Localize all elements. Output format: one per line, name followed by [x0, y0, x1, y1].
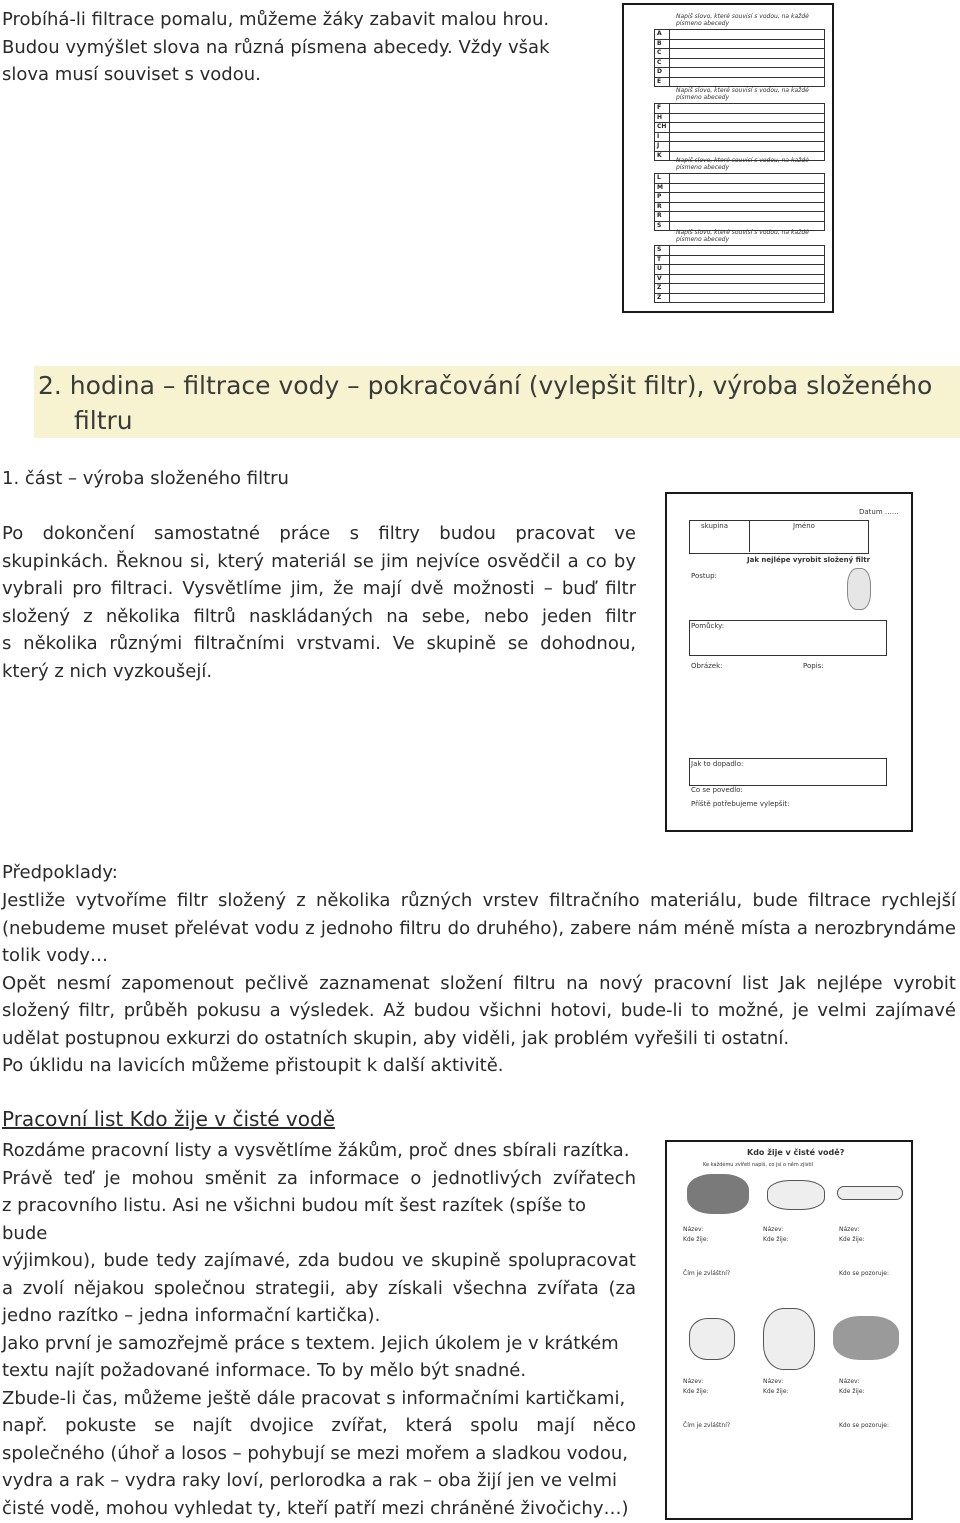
alphabet-letter: M	[655, 183, 670, 193]
alphabet-row	[655, 274, 825, 284]
alphabet-row	[655, 193, 825, 203]
card-name-label: Název:	[839, 1378, 860, 1385]
heading-line-1: 2. hodina – filtrace vody – pokračování (vylepšit filtr), výroba složeného	[38, 371, 933, 400]
popis-label: Popis:	[803, 662, 824, 670]
alphabet-answer-cell	[670, 39, 825, 49]
alphabet-row	[655, 132, 825, 142]
alphabet-section-title: Napiš slovo, které souvisí s vodou, na každé písmeno abecedy	[676, 13, 809, 27]
pomucky-label: Pomůcky:	[691, 622, 725, 630]
alphabet-letter: I	[655, 132, 670, 142]
pracovni-line: Rozdáme pracovní listy a vysvětlíme žákům, proč dnes sbírali razítka.	[2, 1140, 630, 1161]
predpoklady-line: (nebudeme muset přelévat vodu z jednoho filtru do druhého), zabere nám méně místa a nerozbryndáme	[2, 917, 956, 939]
predpoklady-line: složený filtr, průběh pokusu a výsledek. Až budou všichni hotovi, bude-li to možné, je velmi zajímavé	[2, 1000, 956, 1021]
character-illustration	[847, 568, 871, 610]
eel-illustration	[837, 1186, 903, 1200]
card-special-label: Čím je zvláštní?	[683, 1270, 731, 1277]
alphabet-section-title: Napiš slovo, které souvisí s vodou, na každé písmeno abecedy	[676, 157, 809, 171]
intro-line: slova musí souviset s vodou.	[2, 64, 261, 85]
alphabet-letter: C	[655, 49, 670, 59]
alphabet-letter: D	[655, 68, 670, 78]
pracovni-line: jedno razítko – jedna informační kartička).	[2, 1305, 381, 1326]
alphabet-row	[655, 284, 825, 294]
povedlo-label: Co se povedlo:	[691, 786, 743, 794]
pracovni-line: a zvolí nějakou společnou strategii, aby získali všechna zvířata (za	[2, 1277, 636, 1299]
alphabet-letter: R	[655, 202, 670, 212]
alphabet-letter: Z	[655, 284, 670, 294]
alphabet-answer-cell	[670, 132, 825, 142]
card-name-label: Název:	[683, 1378, 704, 1385]
alphabet-table	[654, 29, 825, 87]
alphabet-letter: H	[655, 113, 670, 123]
group-name-divider	[749, 520, 750, 552]
alphabet-row	[655, 123, 825, 133]
alphabet-answer-cell	[670, 104, 825, 114]
predpoklady-title: Předpoklady:	[2, 862, 118, 883]
heading-line-2: filtru	[74, 406, 133, 435]
card-habitat-label: Kde žije:	[763, 1236, 789, 1243]
alphabet-answer-cell	[670, 246, 825, 256]
pracovni-line: čisté vodě, mohou vyhledat ty, kteří patří mezi chráněné živočichy…)	[2, 1497, 629, 1519]
card-habitat-label: Kde žije:	[839, 1388, 865, 1395]
alphabet-section-title: Napiš slovo, které souvisí s vodou, na každé písmeno abecedy	[676, 87, 809, 101]
frog-illustration	[689, 1318, 735, 1360]
card-name-label: Název:	[763, 1226, 784, 1233]
alphabet-letter: Š	[655, 246, 670, 256]
part1-line: vybrali pro filtraci. Vysvětlíme jim, že mají dvě možnosti – buď filtr	[2, 578, 636, 599]
card-observer-label: Kdo se pozoruje:	[839, 1270, 889, 1277]
alphabet-row	[655, 183, 825, 193]
predpoklady-line: Po úklidu na lavicích můžeme přistoupit k další aktivitě.	[2, 1055, 504, 1076]
predpoklady-body	[2, 887, 956, 1080]
card-habitat-label: Kde žije:	[763, 1388, 789, 1395]
card-habitat-label: Kde žije:	[683, 1236, 709, 1243]
part1-line: s několika různými filtračními vrstvami. Ve skupině se dohodnou,	[2, 633, 636, 654]
name-label: Jméno	[793, 522, 815, 530]
card-observer-label: Kdo se pozoruje:	[839, 1422, 889, 1429]
pracovni-body	[2, 1137, 636, 1522]
pracovni-line: vydra a rak – vydra raky loví, perlorodka a rak – oba žijí jen ve velmi	[2, 1470, 618, 1491]
alphabet-table	[654, 103, 825, 161]
alphabet-section-title: Napiš slovo, které souvisí s vodou, na každé písmeno abecedy	[676, 229, 809, 243]
alphabet-letter: CH	[655, 123, 670, 133]
alphabet-answer-cell	[670, 265, 825, 275]
card-habitat-label: Kde žije:	[839, 1236, 865, 1243]
group-label: skupina	[701, 522, 729, 530]
alphabet-worksheet-thumbnail	[622, 3, 834, 313]
sheet3-subtitle: Ke každému zvířeti napiš, co jsi o něm zjistil	[703, 1162, 814, 1168]
predpoklady-line: tolik vody…	[2, 945, 108, 966]
alphabet-letter: B	[655, 39, 670, 49]
alphabet-row	[655, 68, 825, 78]
part1-body	[2, 520, 636, 685]
otter-illustration	[767, 1180, 825, 1210]
alphabet-answer-cell	[670, 274, 825, 284]
alphabet-row	[655, 212, 825, 222]
card-habitat-label: Kde žije:	[683, 1388, 709, 1395]
jak-label: Jak to dopadlo:	[691, 760, 744, 768]
datum-label: Datum ……	[859, 508, 899, 516]
pracovni-line: z pracovního listu. Asi ne všichni budou mít šest razítek (spíše to bude	[2, 1195, 587, 1244]
alphabet-letter: T	[655, 255, 670, 265]
alphabet-letter: Č	[655, 58, 670, 68]
card-name-label: Název:	[839, 1226, 860, 1233]
pracovni-line: např. pokuste se najít dvojice zvířat, která spolu mají něco	[2, 1415, 636, 1436]
alphabet-letter: S	[655, 221, 670, 231]
alphabet-answer-cell	[670, 293, 825, 303]
alphabet-answer-cell	[670, 113, 825, 123]
predpoklady-line: Jestliže vytvoříme filtr složený z několika různých vrstev filtračního materiálu, bude filtrace rychlejší	[2, 890, 956, 911]
intro-line: Probíhá-li filtrace pomalu, můžeme žáky zabavit malou hrou.	[2, 9, 550, 30]
part1-line: který z nich vyzkoušejí.	[2, 660, 213, 682]
pracovni-line: společného (úhoř a losos – pohybují se mezi mořem a sladkou vodou,	[2, 1442, 629, 1464]
alphabet-row	[655, 58, 825, 68]
alphabet-answer-cell	[670, 174, 825, 184]
card-special-label: Čím je zvláštní?	[683, 1422, 731, 1429]
alphabet-row	[655, 113, 825, 123]
alphabet-answer-cell	[670, 68, 825, 78]
part1-line: složený z několika filtrů naskládaných na sebe, nebo jeden filtr	[2, 605, 636, 627]
alphabet-row	[655, 77, 825, 87]
intro-line: Budou vymýšlet slova na různá písmena abecedy. Vždy však	[2, 36, 550, 58]
alphabet-row	[655, 142, 825, 152]
postup-label: Postup:	[691, 572, 717, 580]
pracovni-line: výjimkou), bude tedy zajímavé, zda budou ve skupině spolupracovat	[2, 1250, 636, 1271]
alphabet-letter: V	[655, 274, 670, 284]
section-heading-bar	[34, 366, 960, 438]
alphabet-answer-cell	[670, 77, 825, 87]
alphabet-row	[655, 202, 825, 212]
predpoklady-line: udělat postupnou exkurzi do ostatních skupin, aby viděli, jak problém vyřešili ti ostatní.	[2, 1027, 790, 1049]
card-name-label: Název:	[683, 1226, 704, 1233]
alphabet-answer-cell	[670, 58, 825, 68]
alphabet-letter: K	[655, 151, 670, 161]
alphabet-letter: U	[655, 265, 670, 275]
alphabet-answer-cell	[670, 193, 825, 203]
part1-line: skupinkách. Řeknou si, který materiál se jim nejvíce osvědčil a co by	[2, 550, 636, 572]
pracovni-line: textu najít požadované informace. To by mělo být snadné.	[2, 1360, 527, 1381]
card-name-label: Název:	[763, 1378, 784, 1385]
alphabet-table	[654, 245, 825, 303]
alphabet-row	[655, 174, 825, 184]
pracovni-line: Zbude-li čas, můžeme ještě dále pracovat s informačními kartičkami,	[2, 1387, 626, 1409]
alphabet-answer-cell	[670, 30, 825, 40]
alphabet-row	[655, 293, 825, 303]
part1-title: 1. část – výroba složeného filtru	[2, 468, 289, 489]
alphabet-letter: Ž	[655, 293, 670, 303]
beaver-illustration	[687, 1174, 749, 1214]
alphabet-row	[655, 265, 825, 275]
alphabet-row	[655, 104, 825, 114]
alphabet-letter: L	[655, 174, 670, 184]
alphabet-row	[655, 39, 825, 49]
crayfish-illustration	[763, 1308, 815, 1370]
alphabet-answer-cell	[670, 142, 825, 152]
alphabet-letter: Ř	[655, 212, 670, 222]
alphabet-answer-cell	[670, 202, 825, 212]
alphabet-answer-cell	[670, 123, 825, 133]
pracovni-line: Jako první je samozřejmě práce s textem. Jejich úkolem je v krátkém	[2, 1332, 619, 1354]
alphabet-answer-cell	[670, 183, 825, 193]
alphabet-letter: A	[655, 30, 670, 40]
part1-line: Po dokončení samostatné práce s filtry budou pracovat ve	[2, 523, 636, 544]
alphabet-letter: J	[655, 142, 670, 152]
pracovni-line: Právě teď je mohou směnit za informace o jednotlivých zvířatech	[2, 1167, 636, 1189]
predpoklady-line: Opět nesmí zapomenout pečlivě zaznamenat složení filtru na nový pracovní list Jak nejlépe vyrobit	[2, 972, 956, 994]
alphabet-answer-cell	[670, 212, 825, 222]
alphabet-table	[654, 173, 825, 231]
alphabet-row	[655, 30, 825, 40]
pracovni-title: Pracovní list Kdo žije v čisté vodě	[2, 1107, 335, 1131]
alphabet-letter: F	[655, 104, 670, 114]
alphabet-answer-cell	[670, 49, 825, 59]
alphabet-answer-cell	[670, 284, 825, 294]
obrazek-label: Obrázek:	[691, 662, 723, 670]
vylepsit-label: Příště potřebujeme vylepšit:	[691, 800, 790, 808]
alphabet-letter: P	[655, 193, 670, 203]
alphabet-row	[655, 255, 825, 265]
salmon-illustration	[833, 1316, 899, 1360]
filter-worksheet-thumbnail	[665, 492, 913, 832]
alphabet-row	[655, 49, 825, 59]
intro-text	[2, 6, 602, 89]
alphabet-answer-cell	[670, 255, 825, 265]
animals-worksheet-thumbnail	[665, 1140, 913, 1520]
alphabet-letter: E	[655, 77, 670, 87]
alphabet-row	[655, 246, 825, 256]
sheet2-title: Jak nejlépe vyrobit složený filtr	[747, 556, 871, 564]
sheet3-title: Kdo žije v čisté vodě?	[747, 1148, 845, 1157]
